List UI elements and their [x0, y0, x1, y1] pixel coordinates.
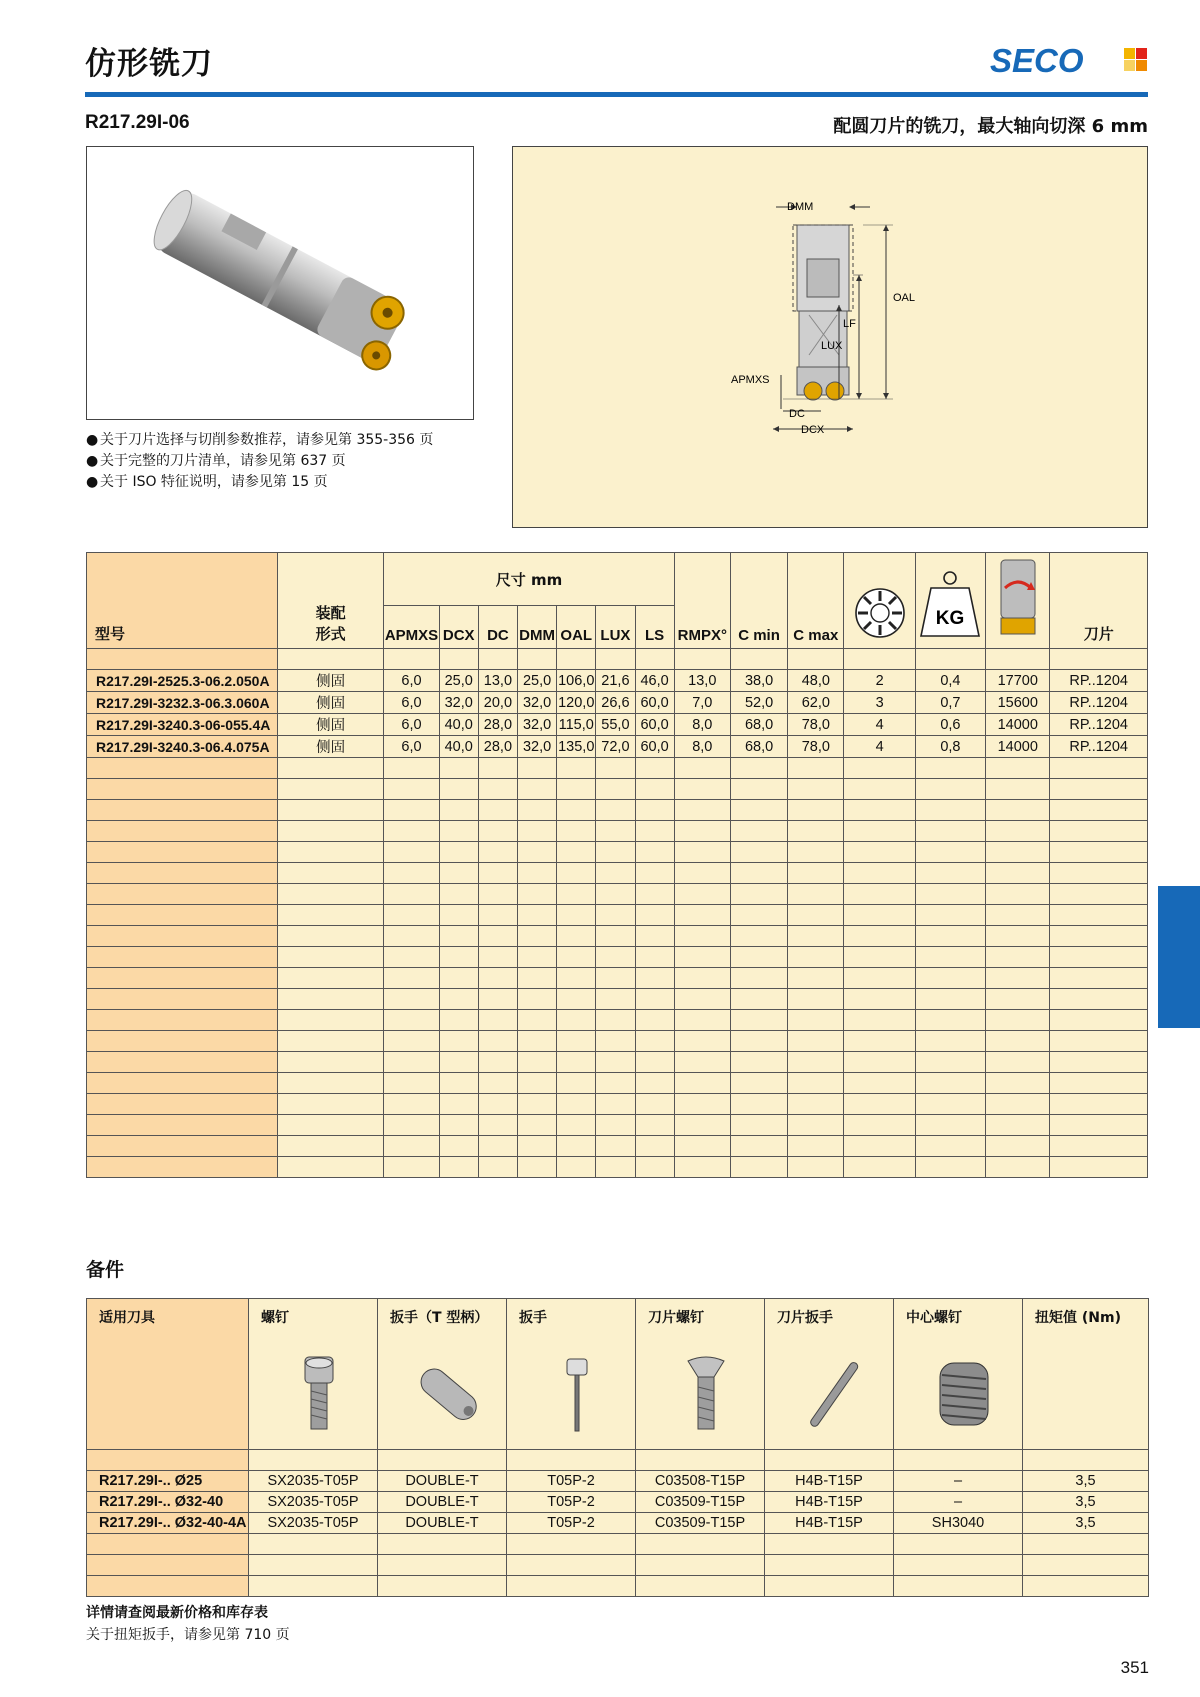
key-icon	[562, 1355, 592, 1433]
cell-insert-screw: C03508-T15P	[636, 1471, 765, 1492]
col-dmm: DMM	[517, 606, 556, 649]
cell-rmpx: 7,0	[674, 692, 730, 714]
empty-row	[87, 968, 1148, 989]
empty-row	[87, 1136, 1148, 1157]
cell-ls: 46,0	[635, 670, 674, 692]
cell-dc: 13,0	[478, 670, 517, 692]
accessories-table	[86, 1298, 1149, 1597]
col-applicable-tool: 适用刀具	[87, 1299, 249, 1450]
cell-rpm: 17700	[986, 670, 1050, 692]
tool-body	[799, 311, 847, 367]
cell-rmpx: 8,0	[674, 714, 730, 736]
cell-kg: 0,8	[915, 736, 985, 758]
cell-tool: R217.29I-.. Ø32-40-4A	[87, 1513, 249, 1534]
footer-reference: 关于扭矩扳手，请参见第 710 页	[86, 1627, 290, 1643]
cell-apmxs: 6,0	[384, 692, 439, 714]
col-screw: 螺钉	[249, 1299, 378, 1450]
col-lux: LUX	[596, 606, 635, 649]
col-dcx: DCX	[439, 606, 478, 649]
cell-lux: 26,6	[596, 692, 635, 714]
cell-cmin: 38,0	[730, 670, 787, 692]
cell-t-key: DOUBLE-T	[378, 1513, 507, 1534]
cell-cmin: 68,0	[730, 736, 787, 758]
table-row	[87, 714, 1148, 736]
cell-cmax: 62,0	[788, 692, 844, 714]
cell-kg: 0,6	[915, 714, 985, 736]
col-t-handle-key: 扳手（T 型柄）	[378, 1299, 507, 1450]
col-key: 扳手	[507, 1299, 636, 1450]
empty-row	[87, 1073, 1148, 1094]
cell-dmm: 32,0	[517, 736, 556, 758]
cell-rpm: 15600	[986, 692, 1050, 714]
cell-tool: R217.29I-.. Ø25	[87, 1471, 249, 1492]
table-row	[87, 1513, 1149, 1534]
table-row	[87, 1492, 1149, 1513]
cell-oal: 106,0	[557, 670, 596, 692]
col-apmxs: APMXS	[384, 606, 439, 649]
empty-row	[87, 1555, 1149, 1576]
col-insert-key: 刀片扳手	[765, 1299, 894, 1450]
t-handle-key-icon	[408, 1355, 488, 1433]
empty-row	[87, 1115, 1148, 1136]
cell-lux: 55,0	[596, 714, 635, 736]
cell-dcx: 32,0	[439, 692, 478, 714]
cell-dmm: 25,0	[517, 670, 556, 692]
dimension-diagram	[512, 146, 1148, 528]
weight-icon	[915, 553, 985, 649]
page-number: 351	[1120, 1658, 1149, 1677]
rpm-icon	[986, 553, 1050, 649]
empty-row	[87, 1534, 1149, 1555]
col-dc: DC	[478, 606, 517, 649]
cell-tool: R217.29I-.. Ø32-40	[87, 1492, 249, 1513]
cell-torque: 3,5	[1023, 1513, 1149, 1534]
cell-key: T05P-2	[507, 1471, 636, 1492]
cell-cmax: 78,0	[788, 736, 844, 758]
col-center-screw: 中心螺钉	[894, 1299, 1023, 1450]
cell-mounting: 侧固	[277, 670, 384, 692]
note-item: ● 关于 ISO 特征说明，请参见第 15 页	[86, 474, 328, 490]
cell-teeth: 4	[844, 736, 915, 758]
empty-row	[87, 1031, 1148, 1052]
cell-insert: RP..1204	[1050, 670, 1148, 692]
cell-key: T05P-2	[507, 1492, 636, 1513]
tool-spec-table	[86, 552, 1148, 1178]
accessories-title: 备件	[86, 1259, 125, 1281]
empty-row	[87, 1157, 1148, 1178]
page-title: 仿形铣刀	[85, 46, 213, 82]
cell-dcx: 40,0	[439, 714, 478, 736]
cell-insert: RP..1204	[1050, 736, 1148, 758]
empty-row	[87, 842, 1148, 863]
cell-ls: 60,0	[635, 736, 674, 758]
label-oal: OAL	[893, 292, 916, 304]
empty-row	[87, 1576, 1149, 1597]
col-oal: OAL	[557, 606, 596, 649]
teeth-icon	[844, 553, 915, 649]
cell-apmxs: 6,0	[384, 736, 439, 758]
col-model: 型号	[87, 553, 278, 649]
label-dc: DC	[789, 408, 805, 420]
table-row	[87, 736, 1148, 758]
cell-teeth: 4	[844, 714, 915, 736]
cell-dcx: 40,0	[439, 736, 478, 758]
cell-rmpx: 13,0	[674, 670, 730, 692]
note-item: ● 关于刀片选择与切削参数推荐，请参见第 355-356 页	[86, 432, 434, 448]
cell-dcx: 25,0	[439, 670, 478, 692]
table-row	[87, 670, 1148, 692]
cell-model: R217.29I-2525.3-06.2.050A	[87, 670, 278, 692]
empty-row	[87, 1052, 1148, 1073]
cell-insert: RP..1204	[1050, 714, 1148, 736]
cell-insert-screw: C03509-T15P	[636, 1513, 765, 1534]
cell-teeth: 2	[844, 670, 915, 692]
cell-screw: SX2035-T05P	[249, 1513, 378, 1534]
label-lf: LF	[843, 318, 856, 330]
screw-icon	[299, 1355, 339, 1433]
cell-kg: 0,7	[915, 692, 985, 714]
empty-row	[87, 884, 1148, 905]
cell-dmm: 32,0	[517, 692, 556, 714]
cell-dc: 28,0	[478, 714, 517, 736]
cell-oal: 115,0	[557, 714, 596, 736]
cell-rmpx: 8,0	[674, 736, 730, 758]
cell-teeth: 3	[844, 692, 915, 714]
cell-t-key: DOUBLE-T	[378, 1492, 507, 1513]
col-mounting: 装配 形式	[277, 553, 384, 649]
footer-note: 详情请查阅最新价格和库存表	[86, 1605, 268, 1621]
cell-center-screw: –	[894, 1471, 1023, 1492]
col-insert-screw: 刀片螺钉	[636, 1299, 765, 1450]
cell-cmax: 48,0	[788, 670, 844, 692]
cell-mounting: 侧固	[277, 736, 384, 758]
cell-oal: 135,0	[557, 736, 596, 758]
table-row	[87, 1471, 1149, 1492]
cell-screw: SX2035-T05P	[249, 1471, 378, 1492]
empty-row	[87, 1010, 1148, 1031]
cell-insert: RP..1204	[1050, 692, 1148, 714]
cell-ls: 60,0	[635, 714, 674, 736]
label-apmxs: APMXS	[731, 374, 770, 386]
cell-model: R217.29I-3232.3-06.3.060A	[87, 692, 278, 714]
col-cmax: C max	[788, 553, 844, 649]
product-photo	[86, 146, 474, 420]
empty-row	[87, 863, 1148, 884]
label-dmm: DMM	[787, 201, 814, 213]
cell-dmm: 32,0	[517, 714, 556, 736]
reference-notes	[86, 430, 433, 493]
empty-row	[87, 905, 1148, 926]
cell-dc: 20,0	[478, 692, 517, 714]
brand-name: SECO	[990, 42, 1084, 78]
cell-apmxs: 6,0	[384, 670, 439, 692]
cell-cmin: 52,0	[730, 692, 787, 714]
cell-ls: 60,0	[635, 692, 674, 714]
cell-insert-key: H4B-T15P	[765, 1471, 894, 1492]
col-cmin: C min	[730, 553, 787, 649]
cell-lux: 21,6	[596, 670, 635, 692]
cell-center-screw: –	[894, 1492, 1023, 1513]
cell-model: R217.29I-3240.3-06-055.4A	[87, 714, 278, 736]
cell-cmin: 68,0	[730, 714, 787, 736]
header-rule	[85, 92, 1148, 97]
svg-text:KG: KG	[936, 608, 965, 629]
cell-model: R217.29I-3240.3-06.4.075A	[87, 736, 278, 758]
cell-torque: 3,5	[1023, 1492, 1149, 1513]
cell-oal: 120,0	[557, 692, 596, 714]
center-screw-icon	[936, 1355, 992, 1433]
cell-key: T05P-2	[507, 1513, 636, 1534]
col-torque: 扭矩值 (Nm)	[1023, 1299, 1149, 1450]
cell-center-screw: SH3040	[894, 1513, 1023, 1534]
cell-cmax: 78,0	[788, 714, 844, 736]
label-lux: LUX	[821, 340, 843, 352]
col-ls: LS	[635, 606, 674, 649]
insert-screw-icon	[686, 1355, 726, 1433]
cell-t-key: DOUBLE-T	[378, 1471, 507, 1492]
cell-torque: 3,5	[1023, 1471, 1149, 1492]
cell-dc: 28,0	[478, 736, 517, 758]
cell-screw: SX2035-T05P	[249, 1492, 378, 1513]
col-dimensions: 尺寸 mm	[384, 553, 674, 606]
cell-mounting: 侧固	[277, 714, 384, 736]
seco-logo	[990, 42, 1148, 78]
empty-row	[87, 947, 1148, 968]
cell-kg: 0,4	[915, 670, 985, 692]
col-insert: 刀片	[1050, 553, 1148, 649]
empty-row	[87, 800, 1148, 821]
cell-insert-key: H4B-T15P	[765, 1513, 894, 1534]
empty-row	[87, 989, 1148, 1010]
table-row	[87, 692, 1148, 714]
empty-row	[87, 926, 1148, 947]
empty-row	[87, 1094, 1148, 1115]
label-dcx: DCX	[801, 424, 825, 436]
cell-apmxs: 6,0	[384, 714, 439, 736]
section-tab	[1158, 886, 1200, 1028]
insert-key-icon	[795, 1355, 875, 1433]
empty-row	[87, 821, 1148, 842]
cell-mounting: 侧固	[277, 692, 384, 714]
empty-row	[87, 758, 1148, 779]
cell-lux: 72,0	[596, 736, 635, 758]
product-series: R217.29I-06	[85, 112, 190, 133]
empty-row	[87, 779, 1148, 800]
note-item: ● 关于完整的刀片清单，请参见第 637 页	[86, 453, 346, 469]
cell-rpm: 14000	[986, 714, 1050, 736]
cell-insert-key: H4B-T15P	[765, 1492, 894, 1513]
cell-rpm: 14000	[986, 736, 1050, 758]
product-description: 配圆刀片的铣刀，最大轴向切深 6 mm	[833, 116, 1148, 137]
col-rmpx: RMPX°	[674, 553, 730, 649]
cell-insert-screw: C03509-T15P	[636, 1492, 765, 1513]
